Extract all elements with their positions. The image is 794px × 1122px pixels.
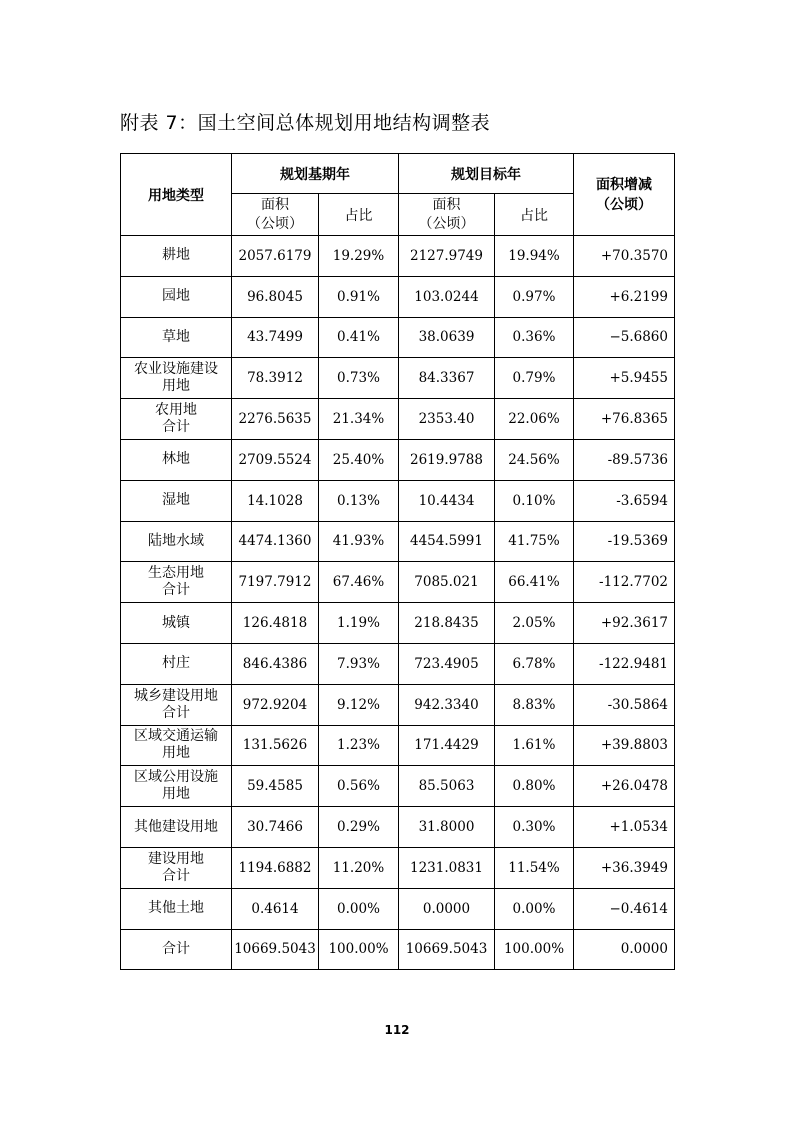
target-share-cell: 6.78%	[495, 643, 574, 684]
base-area-cell: 43.7499	[232, 317, 319, 358]
base-share-cell: 0.56%	[319, 766, 399, 807]
base-area-cell: 30.7466	[232, 807, 319, 848]
area-change-cell: -3.6594	[574, 480, 675, 521]
area-change-cell: −5.6860	[574, 317, 675, 358]
base-area-cell: 126.4818	[232, 603, 319, 644]
table-row	[121, 358, 675, 399]
table-row	[121, 236, 675, 277]
area-change-cell: -30.5864	[574, 684, 675, 725]
target-share-cell: 0.30%	[495, 807, 574, 848]
base-area-cell: 1194.6882	[232, 847, 319, 888]
area-change-cell: +70.3570	[574, 236, 675, 277]
base-share-cell: 0.91%	[319, 276, 399, 317]
land-type-cell: 耕地	[121, 236, 232, 277]
area-change-cell: 0.0000	[574, 929, 675, 970]
base-area-cell: 4474.1360	[232, 521, 319, 562]
target-area-cell: 7085.021	[399, 562, 495, 603]
header-land-type: 用地类型	[121, 154, 232, 236]
table-row	[121, 276, 675, 317]
area-change-cell: +26.0478	[574, 766, 675, 807]
target-share-cell: 0.10%	[495, 480, 574, 521]
base-area-cell: 14.1028	[232, 480, 319, 521]
land-type-cell: 园地	[121, 276, 232, 317]
target-area-cell: 10.4434	[399, 480, 495, 521]
base-share-cell: 25.40%	[319, 439, 399, 480]
target-share-cell: 41.75%	[495, 521, 574, 562]
base-share-cell: 1.23%	[319, 725, 399, 766]
target-area-cell: 85.5063	[399, 766, 495, 807]
table-row	[121, 562, 675, 603]
target-share-cell: 22.06%	[495, 399, 574, 440]
target-area-cell: 218.8435	[399, 603, 495, 644]
base-area-cell: 96.8045	[232, 276, 319, 317]
land-type-cell: 区域公用设施 用地	[121, 766, 232, 807]
base-area-cell: 78.3912	[232, 358, 319, 399]
base-share-cell: 0.73%	[319, 358, 399, 399]
target-share-cell: 0.79%	[495, 358, 574, 399]
area-change-cell: -89.5736	[574, 439, 675, 480]
base-area-cell: 2276.5635	[232, 399, 319, 440]
base-share-cell: 41.93%	[319, 521, 399, 562]
table-row	[121, 317, 675, 358]
target-share-cell: 0.00%	[495, 888, 574, 929]
target-area-cell: 38.0639	[399, 317, 495, 358]
base-share-cell: 1.19%	[319, 603, 399, 644]
land-type-cell: 其他土地	[121, 888, 232, 929]
land-type-cell: 城镇	[121, 603, 232, 644]
land-type-cell: 生态用地 合计	[121, 562, 232, 603]
target-area-cell: 171.4429	[399, 725, 495, 766]
area-change-cell: +39.8803	[574, 725, 675, 766]
base-area-cell: 846.4386	[232, 643, 319, 684]
table-body	[121, 236, 675, 970]
area-change-cell: +5.9455	[574, 358, 675, 399]
target-share-cell: 2.05%	[495, 603, 574, 644]
target-share-cell: 66.41%	[495, 562, 574, 603]
table-row	[121, 888, 675, 929]
land-type-cell: 湿地	[121, 480, 232, 521]
base-area-cell: 972.9204	[232, 684, 319, 725]
header-target-share: 占比	[495, 194, 574, 236]
land-type-cell: 其他建设用地	[121, 807, 232, 848]
target-share-cell: 0.36%	[495, 317, 574, 358]
land-type-cell: 草地	[121, 317, 232, 358]
table-row	[121, 399, 675, 440]
base-share-cell: 11.20%	[319, 847, 399, 888]
land-type-cell: 林地	[121, 439, 232, 480]
target-area-cell: 2127.9749	[399, 236, 495, 277]
target-area-cell: 84.3367	[399, 358, 495, 399]
header-target-year: 规划目标年	[399, 154, 574, 194]
land-type-cell: 陆地水域	[121, 521, 232, 562]
base-share-cell: 0.00%	[319, 888, 399, 929]
base-area-cell: 2709.5524	[232, 439, 319, 480]
base-share-cell: 7.93%	[319, 643, 399, 684]
base-area-cell: 0.4614	[232, 888, 319, 929]
table-row	[121, 480, 675, 521]
target-share-cell: 0.80%	[495, 766, 574, 807]
target-area-cell: 0.0000	[399, 888, 495, 929]
table-row	[121, 439, 675, 480]
target-share-cell: 11.54%	[495, 847, 574, 888]
base-share-cell: 0.13%	[319, 480, 399, 521]
land-type-cell: 村庄	[121, 643, 232, 684]
target-area-cell: 2619.9788	[399, 439, 495, 480]
area-change-cell: +76.8365	[574, 399, 675, 440]
header-base-share: 占比	[319, 194, 399, 236]
base-share-cell: 9.12%	[319, 684, 399, 725]
header-target-area: 面积 （公顷）	[399, 194, 495, 236]
target-area-cell: 103.0244	[399, 276, 495, 317]
area-change-cell: +1.0534	[574, 807, 675, 848]
base-share-cell: 0.41%	[319, 317, 399, 358]
area-change-cell: -112.7702	[574, 562, 675, 603]
table-row	[121, 603, 675, 644]
area-change-cell: −0.4614	[574, 888, 675, 929]
base-share-cell: 19.29%	[319, 236, 399, 277]
target-area-cell: 4454.5991	[399, 521, 495, 562]
target-area-cell: 723.4905	[399, 643, 495, 684]
land-type-cell: 城乡建设用地 合计	[121, 684, 232, 725]
base-area-cell: 7197.7912	[232, 562, 319, 603]
table-row	[121, 643, 675, 684]
target-share-cell: 19.94%	[495, 236, 574, 277]
base-area-cell: 59.4585	[232, 766, 319, 807]
area-change-cell: +92.3617	[574, 603, 675, 644]
target-share-cell: 1.61%	[495, 725, 574, 766]
header-base-area: 面积 （公顷）	[232, 194, 319, 236]
target-share-cell: 100.00%	[495, 929, 574, 970]
target-share-cell: 24.56%	[495, 439, 574, 480]
area-change-cell: -122.9481	[574, 643, 675, 684]
table-row	[121, 684, 675, 725]
header-row-top	[121, 154, 675, 194]
target-area-cell: 31.8000	[399, 807, 495, 848]
table-row	[121, 725, 675, 766]
table-row	[121, 766, 675, 807]
target-area-cell: 2353.40	[399, 399, 495, 440]
target-area-cell: 10669.5043	[399, 929, 495, 970]
target-area-cell: 942.3340	[399, 684, 495, 725]
header-area-change: 面积增减 （公顷）	[574, 154, 675, 236]
land-type-cell: 区域交通运输 用地	[121, 725, 232, 766]
land-type-cell: 农用地 合计	[121, 399, 232, 440]
land-type-cell: 合计	[121, 929, 232, 970]
area-change-cell: +36.3949	[574, 847, 675, 888]
target-share-cell: 0.97%	[495, 276, 574, 317]
area-change-cell: +6.2199	[574, 276, 675, 317]
table-row	[121, 521, 675, 562]
page-number: 112	[384, 1023, 410, 1037]
base-share-cell: 100.00%	[319, 929, 399, 970]
table-title: 附表 7：国土空间总体规划用地结构调整表	[120, 112, 491, 134]
header-base-year: 规划基期年	[232, 154, 399, 194]
table-row	[121, 807, 675, 848]
base-area-cell: 2057.6179	[232, 236, 319, 277]
table-row	[121, 929, 675, 970]
target-share-cell: 8.83%	[495, 684, 574, 725]
land-type-cell: 建设用地 合计	[121, 847, 232, 888]
base-share-cell: 21.34%	[319, 399, 399, 440]
base-area-cell: 131.5626	[232, 725, 319, 766]
land-type-cell: 农业设施建设 用地	[121, 358, 232, 399]
land-use-structure-table	[120, 153, 675, 970]
table-row	[121, 847, 675, 888]
base-share-cell: 0.29%	[319, 807, 399, 848]
area-change-cell: -19.5369	[574, 521, 675, 562]
base-area-cell: 10669.5043	[232, 929, 319, 970]
base-share-cell: 67.46%	[319, 562, 399, 603]
target-area-cell: 1231.0831	[399, 847, 495, 888]
